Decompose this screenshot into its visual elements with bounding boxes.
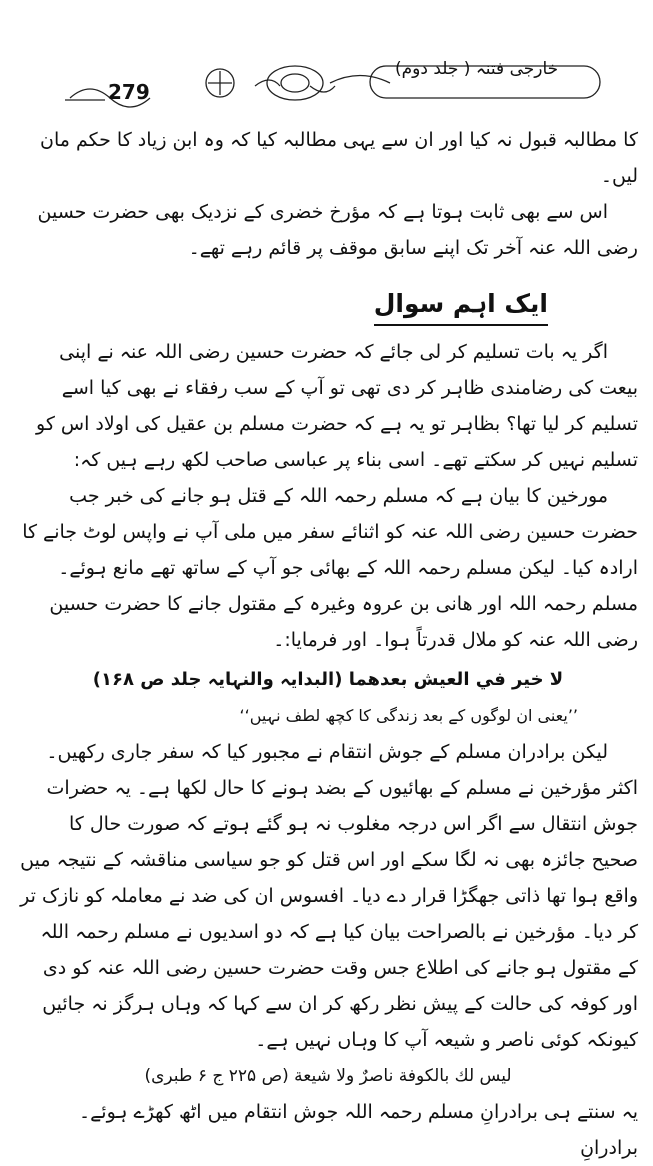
page-body <box>18 122 638 1166</box>
paragraph: اگر یہ بات تسلیم کر لی جائے کہ حضرت حسین رضی اللہ عنہ نے اپنی بیعت کی رضامندی ظاہر کر دی تھی تو آپ کے سب رفقاء نے بھی کیا اسے تسلیم کر لیا تھا؟ بظاہر تو یہ ہے کہ حضرت مسلم بن عقیل کی اولاد اس کو تسلیم نہیں کر سکتے تھے۔ اسی بناء پر عباسی صاحب لکھ رہے ہیں کہ: <box>36 341 638 471</box>
page-number: 279 <box>108 80 150 104</box>
paragraph: اس سے بھی ثابت ہوتا ہے کہ مؤرخ خضری کے نزدیک بھی حضرت حسین رضی اللہ عنہ آخر تک اپنے سابق موقف پر قائم رہے تھے۔ <box>37 201 638 259</box>
paragraph: مورخین کا بیان ہے کہ مسلم رحمہ اللہ کے قتل ہو جانے کی خبر جب حضرت حسین رضی اللہ عنہ کو اثنائے سفر میں ملی آپ نے واپس لوٹ جانے کا ارادہ کیا۔ لیکن مسلم رحمہ اللہ کے بھائی جو آپ کے ساتھ تھے مانع ہوئے۔ مسلم رحمہ اللہ اور ھانی بن عروہ وغیرہ کے مقتول جانے کا حضرت حسین رضی اللہ عنہ کو ملال قدرتاً ہوا۔ اور فرمایا:۔ <box>22 485 638 651</box>
arabic-quote-reference: (البدایہ والنہایہ جلد ص ۱۶۸) <box>92 669 343 690</box>
text-line: کا مطالبہ قبول نہ کیا اور ان سے یہی مطالبہ کیا کہ وہ ابن زیاد کا حکم مان لیں۔ <box>40 129 638 187</box>
arabic-quote: ليس لك بالكوفة ناصرٌ ولا شيعة (ص ۲۲۵ ج ۶ طبری) <box>144 1066 512 1086</box>
section-heading: ایک اہم سوال <box>374 284 548 326</box>
arabic-quote <box>18 662 638 698</box>
paragraph: لیکن برادران مسلم کے جوش انتقام نے مجبور کیا کہ سفر جاری رکھیں۔ اکثر مؤرخین نے مسلم کے بھائیوں کے بضد ہونے کا حال لکھا ہے۔ یہ حضرات جوش انتقال سے اگر اس درجہ مغلوب نہ ہو گئے ہوتے کہ صورت حال کا صحیح جائزہ بھی نہ لگا سکے اور اس قتل کو جو سیاسی مناقشہ کے نتیجہ میں واقع ہوا تھا ذاتی جھگڑا قرار دے دیا۔ افسوس ان کی ضد نے معاملہ کو نازک تر کر دیا۔ مؤرخین نے بالصراحت بیان کیا ہے کہ دو اسدیوں نے مسلم رحمہ اللہ کے مقتول ہو جانے کی اطلاع جس وقت حضرت حسین رضی اللہ عنہ کو دی اور کوفہ کی حالت کے پیش نظر رکھ کر ان سے کہا کہ وہاں ہرگز نہ جائیں کیونکہ کوئی ناصر و شیعہ آپ کا وہاں نہیں ہے۔ <box>20 741 638 1051</box>
page-header <box>0 0 653 120</box>
arabic-quote-text: لا خير في العيش بعدهما <box>348 669 564 690</box>
text-line: یہ سنتے ہی برادرانِ مسلم رحمہ اللہ جوش انتقام میں اٹھ کھڑے ہوئے۔ برادرانِ <box>79 1101 638 1159</box>
running-title: خارجی فتنہ ( جلد دوم) <box>395 59 559 79</box>
translation-line: ’’یعنی ان لوگوں کے بعد زندگی کا کچھ لطف نہیں‘‘ <box>239 706 578 725</box>
